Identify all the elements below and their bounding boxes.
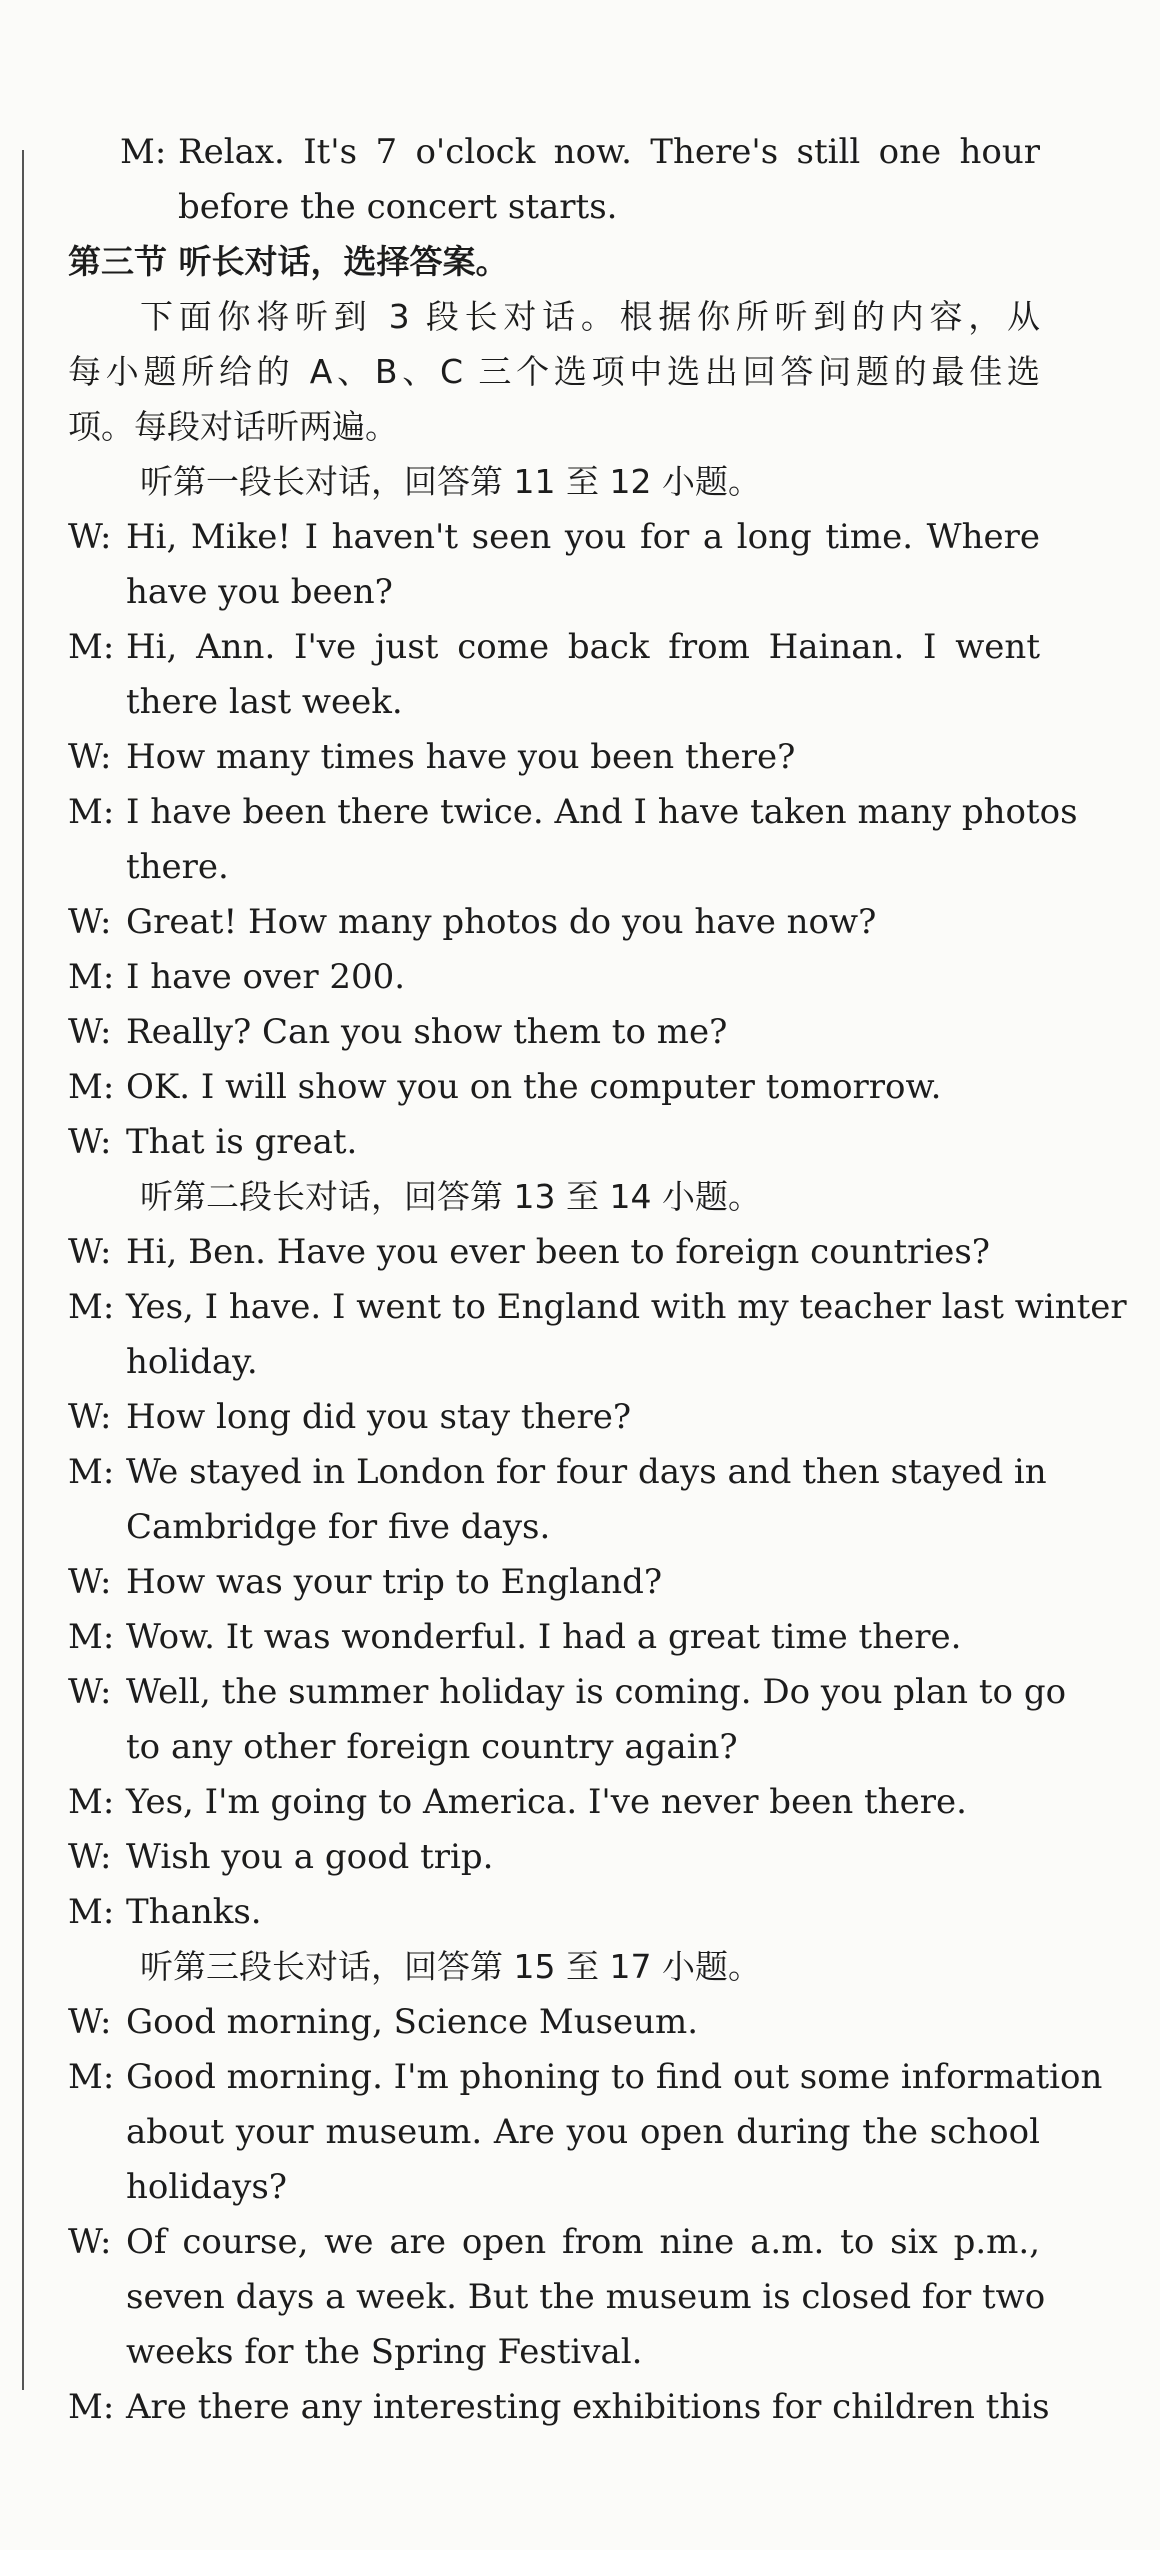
- dialogue-line-continued: before the concert starts.: [178, 187, 618, 227]
- dialogue-line-continued: Cambridge for five days.: [126, 1507, 551, 1547]
- dialogue-line: [68, 1395, 1040, 1439]
- speaker-label: W:: [68, 1837, 112, 1877]
- dialogue-line-continued: holiday.: [126, 1342, 258, 1382]
- speaker-label: M:: [68, 1892, 115, 1932]
- speaker-label: M:: [68, 1617, 115, 1657]
- speaker-label: W:: [68, 1397, 112, 1437]
- utterance-text: Good morning, Science Museum.: [126, 2002, 699, 2042]
- dialogue-line-continued: about your museum. Are you open during the school: [126, 2112, 1040, 2152]
- speaker-label: W:: [68, 1672, 112, 1712]
- utterance-text: How long did you stay there?: [126, 1397, 632, 1437]
- instruction-line: 项。每段对话听两遍。: [68, 407, 398, 446]
- speaker-label: M:: [68, 627, 115, 667]
- dialogue-line: [68, 1835, 1040, 1879]
- utterance-text: Good morning. I'm phoning to find out some information: [126, 2057, 1103, 2097]
- dialogue-line: [68, 2000, 1040, 2044]
- utterance-text: Hi, Ben. Have you ever been to foreign countries?: [126, 1232, 991, 1272]
- speaker-label: M:: [68, 1452, 115, 1492]
- dialogue-line-continued: there last week.: [126, 682, 403, 722]
- dialogue-line-continued: to any other foreign country again?: [126, 1727, 738, 1767]
- utterance-text: Hi, Mike! I haven't seen you for a long time. Where: [126, 517, 1040, 557]
- utterance-text: Yes, I'm going to America. I've never been there.: [126, 1782, 967, 1822]
- speaker-label: M:: [68, 2387, 115, 2427]
- speaker-label: M:: [68, 957, 115, 997]
- instruction-line: 下面你将听到 3 段长对话。根据你所听到的内容，从: [140, 297, 1040, 336]
- utterance-text: We stayed in London for four days and then stayed in: [126, 1452, 1047, 1492]
- dialogue-line: [68, 1615, 1040, 1659]
- utterance-text: Wow. It was wonderful. I had a great time there.: [126, 1617, 962, 1657]
- speaker-label: W:: [68, 1562, 112, 1602]
- dialogue-line: [68, 1560, 1040, 1604]
- speaker-label: W:: [68, 902, 112, 942]
- utterance-text: Well, the summer holiday is coming. Do you plan to go: [126, 1672, 1067, 1712]
- dialogue-line: [68, 900, 1040, 944]
- utterance-text: Great! How many photos do you have now?: [126, 902, 877, 942]
- dialogue-line: [68, 1670, 1067, 1714]
- dialogue-line-continued: have you been?: [126, 572, 393, 612]
- utterance-text: OK. I will show you on the computer tomorrow.: [126, 1067, 942, 1107]
- dialogue-line: [68, 515, 1040, 559]
- utterance-text: How many times have you been there?: [126, 737, 796, 777]
- dialogue-line: [68, 1285, 1127, 1329]
- dialogue-line: [68, 625, 1040, 669]
- section-heading: 第三节 听长对话，选择答案。: [68, 242, 509, 281]
- speaker-label: M:: [120, 132, 167, 172]
- speaker-label: W:: [68, 1012, 112, 1052]
- margin-rule: [22, 150, 24, 2390]
- speaker-label: M:: [68, 2057, 115, 2097]
- speaker-label: M:: [68, 1287, 115, 1327]
- utterance-text: Yes, I have. I went to England with my teacher last winter: [126, 1287, 1127, 1327]
- utterance-text: That is great.: [126, 1122, 358, 1162]
- utterance-text: How was your trip to England?: [126, 1562, 663, 1602]
- dialogue-line: [68, 1450, 1047, 1494]
- speaker-label: M:: [68, 1782, 115, 1822]
- utterance-text: I have been there twice. And I have taken many photos: [126, 792, 1078, 832]
- dialogue-line: [68, 790, 1078, 834]
- utterance-text: Thanks.: [126, 1892, 262, 1932]
- dialogue-line: [68, 1065, 1040, 1109]
- dialogue-title: 听第一段长对话，回答第 11 至 12 小题。: [140, 462, 761, 501]
- instruction-line: 每小题所给的 A、B、C 三个选项中选出回答问题的最佳选: [68, 352, 1040, 391]
- dialogue-line: [68, 735, 1040, 779]
- speaker-label: W:: [68, 1122, 112, 1162]
- dialogue-line-continued: there.: [126, 847, 229, 887]
- dialogue-line: [68, 1230, 1040, 1274]
- utterance-text: Relax. It's 7 o'clock now. There's still one hour: [178, 132, 1040, 172]
- dialogue-line: [68, 1780, 1040, 1824]
- dialogue-line-continued: holidays?: [126, 2167, 288, 2207]
- dialogue-line: [68, 1890, 1040, 1934]
- utterance-text: Hi, Ann. I've just come back from Hainan. I went: [126, 627, 1040, 667]
- utterance-text: Are there any interesting exhibitions for children this: [126, 2387, 1050, 2427]
- dialogue-line: [68, 1120, 1040, 1164]
- utterance-text: Wish you a good trip.: [126, 1837, 494, 1877]
- dialogue-title: 听第二段长对话，回答第 13 至 14 小题。: [140, 1177, 761, 1216]
- speaker-label: M:: [68, 1067, 115, 1107]
- dialogue-line-continued: seven days a week. But the museum is closed for two: [126, 2277, 1046, 2317]
- speaker-label: W:: [68, 1232, 112, 1272]
- speaker-label: W:: [68, 2002, 112, 2042]
- dialogue-line: [68, 955, 1040, 999]
- speaker-label: W:: [68, 737, 112, 777]
- dialogue-line: [68, 2385, 1050, 2429]
- utterance-text: Of course, we are open from nine a.m. to six p.m.,: [126, 2222, 1040, 2262]
- speaker-label: W:: [68, 517, 112, 557]
- dialogue-line: [68, 1010, 1040, 1054]
- dialogue-line-continued: weeks for the Spring Festival.: [126, 2332, 643, 2372]
- utterance-text: Really? Can you show them to me?: [126, 1012, 728, 1052]
- dialogue-line: [68, 2055, 1103, 2099]
- speaker-label: M:: [68, 792, 115, 832]
- dialogue-line: [120, 130, 1040, 174]
- dialogue-line: [68, 2220, 1040, 2264]
- dialogue-title: 听第三段长对话，回答第 15 至 17 小题。: [140, 1947, 761, 1986]
- utterance-text: I have over 200.: [126, 957, 406, 997]
- speaker-label: W:: [68, 2222, 112, 2262]
